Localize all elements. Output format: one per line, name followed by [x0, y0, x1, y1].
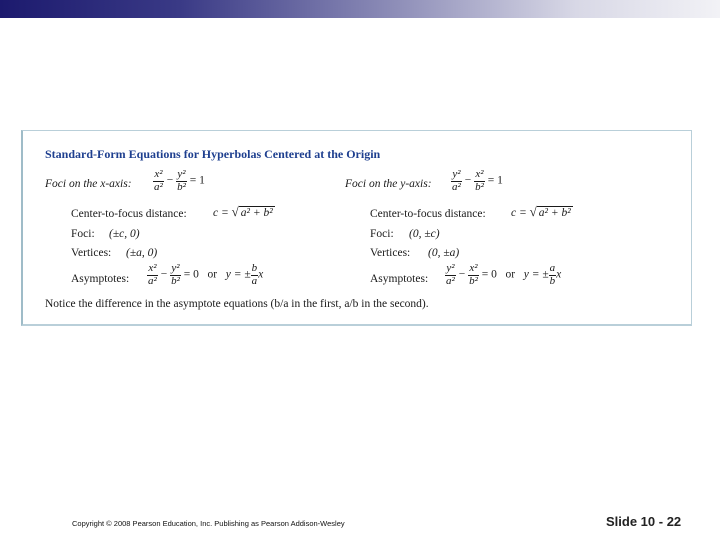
square-root	[530, 205, 573, 220]
numerator: x²	[475, 168, 484, 180]
line-variable: x	[556, 268, 562, 281]
operator: −	[160, 268, 168, 281]
y-asymptotes-label: Asymptotes:	[370, 273, 429, 285]
fraction	[170, 263, 181, 287]
equation-rhs: = 0	[481, 268, 497, 281]
numerator: b	[251, 262, 258, 274]
numerator: x²	[469, 262, 478, 274]
denominator: b²	[171, 274, 180, 287]
numerator: y²	[446, 262, 455, 274]
equation-rhs: = 0	[183, 268, 199, 281]
or-text: or	[207, 268, 218, 281]
denominator: b²	[475, 180, 484, 193]
fraction	[474, 169, 485, 193]
numerator: y²	[452, 168, 461, 180]
y-foci-label: Foci:	[370, 228, 394, 240]
asymptote-note: Notice the difference in the asymptote equations (b/a in the first, a/b in the second).	[45, 298, 429, 310]
denominator: a²	[148, 274, 157, 287]
numerator: x²	[154, 168, 163, 180]
x-foci-label: Foci:	[71, 228, 95, 240]
numerator: y²	[171, 262, 180, 274]
x-asymptotes-label: Asymptotes:	[71, 273, 130, 285]
y-center-to-focus-formula	[511, 205, 573, 220]
numerator: a	[549, 262, 556, 274]
formula-lhs: c =	[511, 207, 527, 219]
y-vertices-label: Vertices:	[370, 247, 411, 259]
line-lhs: y = ±	[523, 268, 549, 281]
x-center-to-focus-formula	[213, 205, 275, 220]
x-vertices-value: (±a, 0)	[126, 247, 158, 259]
operator: −	[166, 174, 174, 187]
radical-sign-icon: √	[529, 204, 537, 219]
x-asymptote-equations	[147, 263, 263, 287]
denominator: a²	[154, 180, 163, 193]
y-axis-heading: Foci on the y-axis:	[345, 178, 432, 190]
numerator: x²	[148, 262, 157, 274]
x-axis-equation	[153, 169, 205, 193]
fraction	[147, 263, 158, 287]
panel-title: Standard-Form Equations for Hyperbolas Centered at the Origin	[45, 147, 381, 161]
radical-sign-icon: √	[231, 204, 239, 219]
radicand: a² + b²	[538, 207, 571, 219]
fraction	[451, 169, 462, 193]
copyright-notice: Copyright © 2008 Pearson Education, Inc. Publishing as Pearson Addison-Wesley	[72, 519, 345, 528]
line-lhs: y = ±	[225, 268, 251, 281]
x-axis-heading: Foci on the x-axis:	[45, 178, 132, 190]
y-center-to-focus-label: Center-to-focus distance:	[370, 208, 486, 220]
denominator: a	[251, 274, 258, 287]
or-text: or	[505, 268, 516, 281]
content-panel	[21, 130, 692, 326]
slide-number: Slide 10 - 22	[606, 514, 682, 529]
equation-rhs: = 1	[189, 174, 205, 187]
x-vertices-label: Vertices:	[71, 247, 112, 259]
operator: −	[464, 174, 472, 187]
y-axis-equation	[451, 169, 503, 193]
y-vertices-value: (0, ±a)	[428, 247, 460, 259]
denominator: a²	[452, 180, 461, 193]
y-foci-value: (0, ±c)	[409, 228, 440, 240]
fraction	[468, 263, 479, 287]
line-variable: x	[258, 268, 264, 281]
x-foci-value: (±c, 0)	[109, 228, 140, 240]
fraction	[445, 263, 456, 287]
denominator: a²	[446, 274, 455, 287]
title-bar-gradient	[0, 0, 720, 18]
radicand: a² + b²	[240, 207, 273, 219]
x-center-to-focus-label: Center-to-focus distance:	[71, 208, 187, 220]
operator: −	[458, 268, 466, 281]
denominator: b²	[177, 180, 186, 193]
fraction	[153, 169, 164, 193]
formula-lhs: c =	[213, 207, 229, 219]
denominator: b	[549, 274, 556, 287]
numerator: y²	[177, 168, 186, 180]
equation-rhs: = 1	[487, 174, 503, 187]
fraction	[176, 169, 187, 193]
y-asymptote-equations	[445, 263, 561, 287]
denominator: b²	[469, 274, 478, 287]
square-root	[232, 205, 275, 220]
